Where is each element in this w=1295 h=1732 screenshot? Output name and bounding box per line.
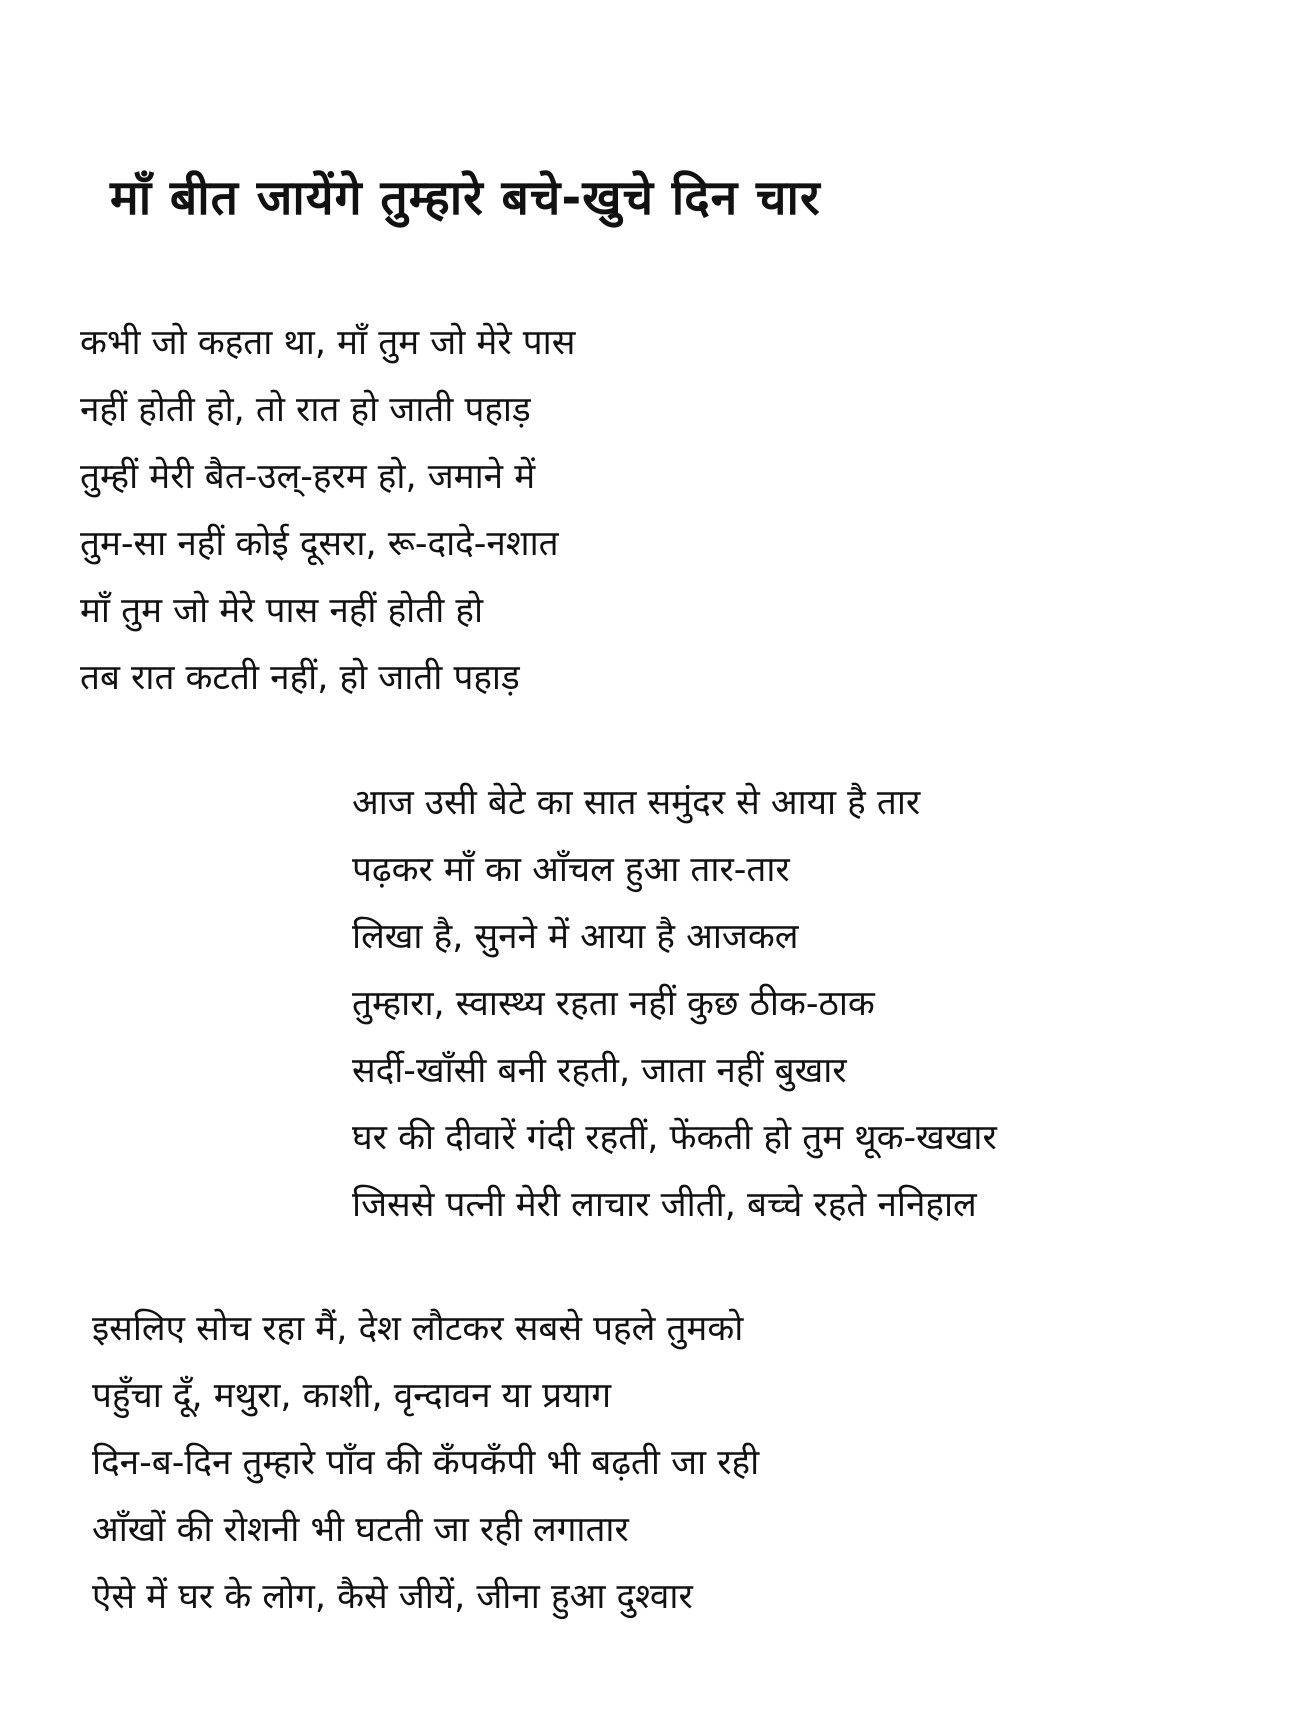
stanza-line: इसलिए सोच रहा मैं, देश लौटकर सबसे पहले तुमको	[92, 1309, 744, 1349]
stanza-line: ऐसे में घर के लोग, कैसे जीयें, जीना हुआ दुश्वार	[92, 1577, 693, 1617]
stanza-2	[352, 770, 1172, 1239]
stanza-line: तब रात कटती नहीं, हो जाती पहाड़	[80, 658, 520, 698]
stanza-line: जिससे पत्नी मेरी लाचार जीती, बच्चे रहते ननिहाल	[352, 1185, 977, 1225]
stanza-line: आज उसी बेटे का सात समुंदर से आया है तार	[352, 783, 921, 823]
stanza-1	[80, 310, 780, 712]
stanza-3	[92, 1296, 992, 1631]
stanza-line: पहुँचा दूँ, मथुरा, काशी, वृन्दावन या प्रयाग	[92, 1376, 612, 1416]
stanza-line: घर की दीवारें गंदी रहतीं, फेंकती हो तुम थूक-खखार	[352, 1118, 997, 1158]
poem-title: माँ बीत जायेंगे तुम्हारे बचे-खुचे दिन चार	[110, 170, 821, 226]
stanza-line: आँखों की रोशनी भी घटती जा रही लगातार	[92, 1510, 629, 1550]
stanza-line: तुम-सा नहीं कोई दूसरा, रू-दादे-नशात	[80, 524, 559, 564]
stanza-line: तुम्हीं मेरी बैत-उल्-हरम हो, जमाने में	[80, 457, 536, 497]
stanza-line: कभी जो कहता था, माँ तुम जो मेरे पास	[80, 323, 576, 363]
stanza-line: पढ़कर माँ का आँचल हुआ तार-तार	[352, 850, 790, 890]
stanza-line: सर्दी-खाँसी बनी रहती, जाता नहीं बुखार	[352, 1051, 847, 1091]
stanza-line: तुम्हारा, स्वास्थ्य रहता नहीं कुछ ठीक-ठाक	[352, 984, 875, 1024]
stanza-line: नहीं होती हो, तो रात हो जाती पहाड़	[80, 390, 531, 430]
stanza-line: दिन-ब-दिन तुम्हारे पाँव की कँपकँपी भी बढ़ती जा रही	[92, 1443, 760, 1483]
stanza-line: लिखा है, सुनने में आया है आजकल	[352, 917, 799, 957]
stanza-line: माँ तुम जो मेरे पास नहीं होती हो	[80, 591, 484, 631]
